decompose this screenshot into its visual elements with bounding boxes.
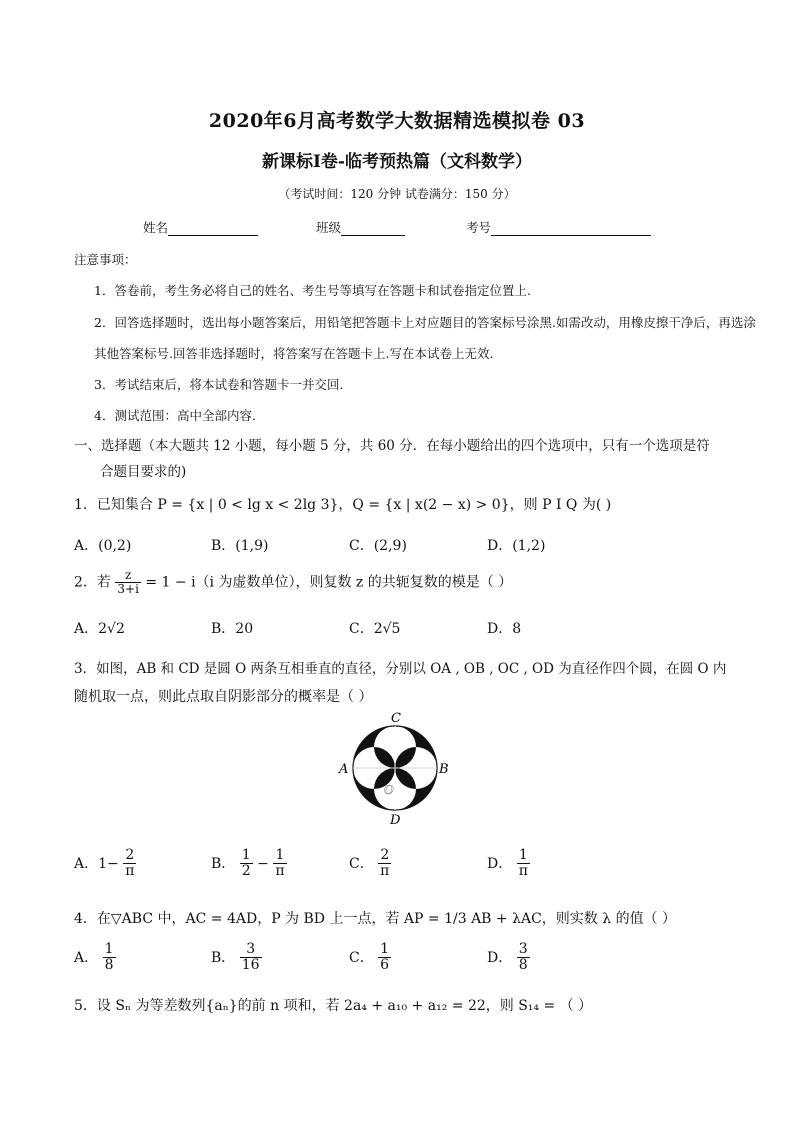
exam-title: 2020年6月高考数学大数据精选模拟卷 03 [208,110,586,132]
exam-number-blank-line [491,223,651,236]
question-2-stem [74,569,512,596]
q4-b-num: 3 [240,942,262,958]
note-2-line1: 2．回答选择题时，选出每小题答案后，用铅笔把答题卡上对应题目的答案标号涂黑.如需改动，用橡皮擦干净后，再选涂 [94,315,756,330]
q3-d-den: π [518,863,528,880]
q4-a-num: 1 [104,941,114,957]
q4-c-fraction [378,942,391,974]
question-2-option-c: C．2√5 [349,621,401,637]
q4-a-den: 8 [104,957,114,974]
question-2-fraction [115,569,141,596]
q4-d-num: 3 [518,941,528,957]
notes-heading: 注意事项： [74,252,137,267]
q3-c-fraction [378,848,391,880]
question-2-pre: 2．若 [74,574,111,591]
exam-time-info: （考试时间：120 分钟 试卷满分：150 分） [278,187,516,201]
name-field [143,218,258,236]
q4-d-fraction [517,942,530,974]
q3-b-minus: − [257,855,269,872]
q3-a-prefix: A．1− [74,855,119,872]
q4-c-den: 6 [380,957,390,974]
q3-a-den: π [125,863,135,880]
question-3-line1: 3．如图，AB 和 CD 是圆 O 两条互相垂直的直径，分别以 OA , OB , OC , OD 为直径作四个圆，在圆 O 内 [74,661,727,677]
q4-d-prefix: D． [487,949,513,966]
q3-d-num: 1 [517,848,530,864]
q3-b-fraction1 [240,848,253,880]
question-3-line2: 随机取一点，则此点取自阴影部分的概率是（ ） [74,689,373,705]
question-3-option-c [349,848,391,880]
question-3-option-a [74,848,136,880]
question-2-option-a: A．2√2 [74,621,125,637]
q3-c-prefix: C． [349,855,374,872]
exam-subtitle: 新课标Ⅰ卷-临考预热篇（文科数学） [261,152,532,172]
q4-b-fraction [240,942,262,974]
question-4-option-c [349,942,391,974]
q3-d-prefix: D． [487,855,513,872]
question-1-option-b: B．(1,9) [211,538,269,554]
q3-d-fraction [517,848,530,880]
label-c: C [391,711,401,726]
note-1: 1．答卷前，考生务必将自己的姓名、考生号等填写在答题卡和试卷指定位置上. [94,283,531,298]
question-1-option-a: A．(0,2) [74,538,132,554]
question-2-post: = 1 − i（i 为虚数单位），则复数 z 的共轭复数的模是（ ） [145,574,513,591]
class-field [316,218,405,236]
q3-b-num1: 1 [241,847,251,863]
q4-a-prefix: A． [74,949,99,966]
question-2-frac-den: 3+i [117,582,139,597]
q3-a-num: 2 [123,848,136,864]
question-2-option-b: B．20 [211,621,254,637]
question-1-stem: 1．已知集合 P = {x | 0 < lg x < 2lg 3}，Q = {x | x(2 − x) > 0}，则 P I Q 为( ) [74,497,612,513]
q3-c-num: 2 [378,848,391,864]
exam-number-field [466,218,651,236]
q3-b-den2: π [275,863,285,880]
question-4-option-d [487,942,530,974]
question-5-stem: 5．设 Sₙ 为等差数列{aₙ}的前 n 项和，若 2a₄ + a₁₀ + a₁₂ = 22，则 S₁₄ = （ ） [74,998,593,1014]
label-a: A [339,762,349,777]
q3-b-den1: 2 [241,863,251,880]
note-4: 4．测试范围：高中全部内容. [94,408,256,423]
q4-c-num: 1 [380,941,390,957]
section-1-heading-line1: 一、选择题（本大题共 12 小题，每小题 5 分，共 60 分．在每小题给出的四个选项中，只有一个选项是符 [74,438,710,454]
question-4-option-a [74,942,116,974]
question-2-frac-num: z [115,569,141,583]
question-2-option-d: D．8 [487,621,522,637]
q4-b-den: 16 [241,957,260,974]
label-b: B [439,762,449,777]
question-1-option-d: D．(1,2) [487,538,546,554]
question-4-option-b [211,942,262,974]
q4-a-fraction [103,942,116,974]
question-3-figure [330,708,460,828]
exam-number-label: 考号 [466,220,492,235]
q3-b-num2: 1 [273,848,286,864]
q4-c-prefix: C． [349,949,374,966]
name-blank-line [168,223,258,236]
q3-a-fraction [123,848,136,880]
q3-b-fraction2 [273,848,286,880]
q3-b-prefix: B． [211,855,236,872]
q4-d-den: 8 [518,957,528,974]
question-3-option-b [211,848,287,880]
question-1-option-c: C．(2,9) [349,538,407,554]
note-3: 3．考试结束后，将本试卷和答题卡一并交回. [94,377,344,392]
class-label: 班级 [316,220,342,235]
label-o: O [384,783,394,797]
class-blank-line [341,223,405,236]
section-1-heading-line2: 合题目要求的) [100,464,187,480]
question-3-option-d [487,848,530,880]
q3-c-den: π [380,863,390,880]
circle-figure-svg [330,708,460,828]
label-d: D [390,813,401,828]
q4-b-prefix: B． [211,949,236,966]
name-label: 姓名 [143,220,169,235]
question-4-stem: 4．在▽ABC 中，AC = 4AD，P 为 BD 上一点，若 AP = 1/3 AB + λAC，则实数 λ 的值（ ） [74,911,677,927]
note-2-line2: 其他答案标号.回答非选择题时，将答案写在答题卡上.写在本试卷上无效. [94,346,494,361]
